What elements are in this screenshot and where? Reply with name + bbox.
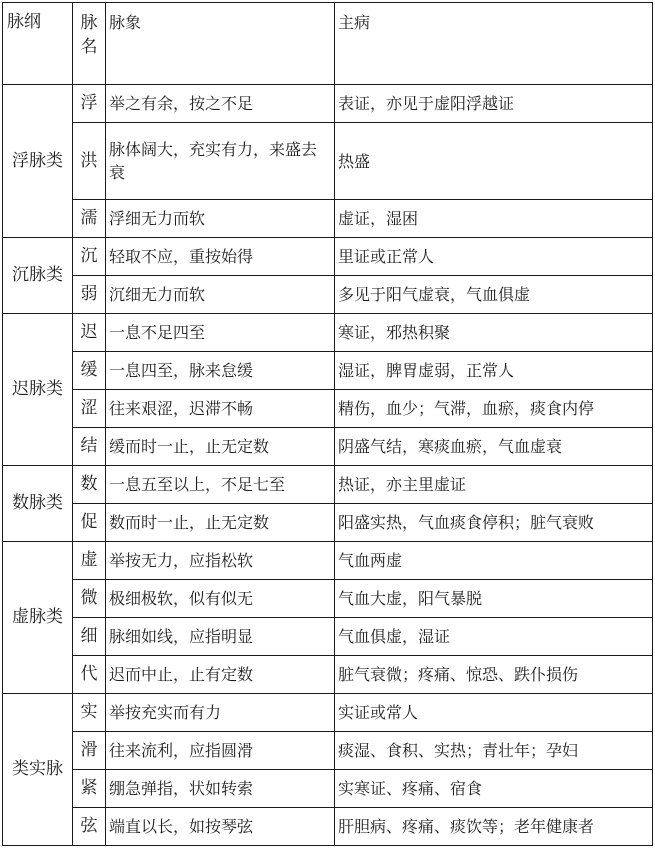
category-cell: 迟脉类 — [3, 314, 73, 466]
pulse-name-cell: 濡 — [73, 200, 106, 238]
indication-cell: 肝胆病、疼痛、痰饮等；老年健康者 — [335, 808, 653, 846]
table-row — [3, 770, 653, 808]
pulse-image-cell: 往来艰涩，迟滞不畅 — [106, 390, 335, 428]
pulse-image-cell: 数而时一止，止无定数 — [106, 504, 335, 542]
pulse-name-cell: 微 — [73, 580, 106, 618]
indication-cell: 气血两虚 — [335, 542, 653, 580]
header-category: 脉纲 — [3, 3, 73, 85]
table-row — [3, 123, 653, 200]
category-cell: 类实脉 — [3, 694, 73, 846]
pulse-image-cell: 一息五至以上，不足七至 — [106, 466, 335, 504]
pulse-image-cell: 绷急弹指，状如转索 — [106, 770, 335, 808]
pulse-name-cell: 细 — [73, 618, 106, 656]
pulse-name-cell: 迟 — [73, 314, 106, 352]
indication-cell: 热证，亦主里虚证 — [335, 466, 653, 504]
header-pulse-image: 脉象 — [106, 3, 335, 85]
pulse-name-cell: 洪 — [73, 123, 106, 200]
pulse-table — [2, 2, 653, 846]
indication-cell: 里证或正常人 — [335, 238, 653, 276]
indication-cell: 阳盛实热，气血痰食停积；脏气衰败 — [335, 504, 653, 542]
table-row — [3, 732, 653, 770]
indication-cell: 精伤，血少；气滞，血瘀，痰食内停 — [335, 390, 653, 428]
pulse-name-cell: 涩 — [73, 390, 106, 428]
table-row — [3, 542, 653, 580]
pulse-image-cell: 缓而时一止，止无定数 — [106, 428, 335, 466]
indication-cell: 阴盛气结，寒痰血瘀，气血虚衰 — [335, 428, 653, 466]
table-row — [3, 390, 653, 428]
table-row — [3, 428, 653, 466]
category-cell: 浮脉类 — [3, 85, 73, 238]
indication-cell: 实证或常人 — [335, 694, 653, 732]
pulse-name-cell: 实 — [73, 694, 106, 732]
table-row — [3, 352, 653, 390]
pulse-image-cell: 往来流利，应指圆滑 — [106, 732, 335, 770]
pulse-image-cell: 举按充实而有力 — [106, 694, 335, 732]
pulse-image-cell: 端直以长，如按琴弦 — [106, 808, 335, 846]
header-indication: 主病 — [335, 3, 653, 85]
indication-cell: 表证，亦见于虚阳浮越证 — [335, 85, 653, 123]
indication-cell: 虚证，湿困 — [335, 200, 653, 238]
pulse-name-cell: 弦 — [73, 808, 106, 846]
table-row — [3, 694, 653, 732]
pulse-table-body — [3, 3, 653, 846]
category-cell: 沉脉类 — [3, 238, 73, 314]
pulse-name-cell: 数 — [73, 466, 106, 504]
header-pulse-name: 脉名 — [73, 3, 106, 85]
pulse-table-container — [2, 2, 653, 846]
pulse-name-cell: 促 — [73, 504, 106, 542]
table-row — [3, 276, 653, 314]
pulse-name-cell: 沉 — [73, 238, 106, 276]
indication-cell: 脏气衰微；疼痛、惊恐、跌仆损伤 — [335, 656, 653, 694]
table-row — [3, 200, 653, 238]
pulse-image-cell: 极细极软，似有似无 — [106, 580, 335, 618]
pulse-image-cell: 沉细无力而软 — [106, 276, 335, 314]
pulse-name-cell: 弱 — [73, 276, 106, 314]
category-cell: 虚脉类 — [3, 542, 73, 694]
pulse-name-cell: 缓 — [73, 352, 106, 390]
indication-cell: 多见于阳气虚衰，气血俱虚 — [335, 276, 653, 314]
pulse-image-cell: 轻取不应，重按始得 — [106, 238, 335, 276]
table-row — [3, 85, 653, 123]
table-row — [3, 808, 653, 846]
pulse-image-cell: 一息不足四至 — [106, 314, 335, 352]
indication-cell: 寒证，邪热积聚 — [335, 314, 653, 352]
indication-cell: 湿证，脾胃虚弱，正常人 — [335, 352, 653, 390]
pulse-name-cell: 结 — [73, 428, 106, 466]
indication-cell: 痰湿、食积、实热；青壮年；孕妇 — [335, 732, 653, 770]
pulse-image-cell: 浮细无力而软 — [106, 200, 335, 238]
pulse-name-cell: 滑 — [73, 732, 106, 770]
pulse-image-cell: 举之有余，按之不足 — [106, 85, 335, 123]
pulse-image-cell: 举按无力，应指松软 — [106, 542, 335, 580]
header-row — [3, 3, 653, 85]
table-row — [3, 314, 653, 352]
pulse-image-cell: 脉细如线，应指明显 — [106, 618, 335, 656]
indication-cell: 实寒证、疼痛、宿食 — [335, 770, 653, 808]
table-row — [3, 466, 653, 504]
indication-cell: 气血俱虚，湿证 — [335, 618, 653, 656]
category-cell: 数脉类 — [3, 466, 73, 542]
table-row — [3, 238, 653, 276]
pulse-image-cell: 迟而中止，止有定数 — [106, 656, 335, 694]
table-row — [3, 580, 653, 618]
indication-cell: 气血大虚，阳气暴脱 — [335, 580, 653, 618]
pulse-image-cell: 脉体阔大，充实有力，来盛去衰 — [106, 123, 335, 200]
table-row — [3, 656, 653, 694]
pulse-name-cell: 紧 — [73, 770, 106, 808]
indication-cell: 热盛 — [335, 123, 653, 200]
table-row — [3, 504, 653, 542]
table-row — [3, 618, 653, 656]
pulse-image-cell: 一息四至，脉来怠缓 — [106, 352, 335, 390]
pulse-name-cell: 虚 — [73, 542, 106, 580]
pulse-name-cell: 代 — [73, 656, 106, 694]
pulse-name-cell: 浮 — [73, 85, 106, 123]
